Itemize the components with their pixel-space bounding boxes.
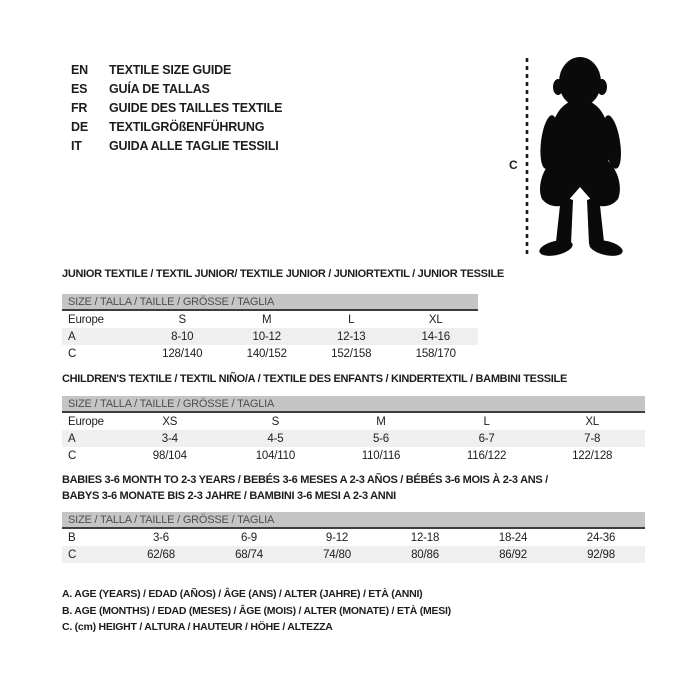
table-cell: S: [271, 415, 280, 428]
language-code: IT: [71, 138, 82, 153]
row-label: C: [68, 548, 77, 561]
table-cell: 152/158: [331, 347, 372, 360]
language-code: DE: [71, 119, 88, 134]
height-measure-figure: [505, 50, 655, 268]
language-label: GUIDE DES TAILLES TEXTILE: [109, 100, 283, 115]
row-label: A: [68, 432, 76, 445]
table-cell: XL: [585, 415, 599, 428]
language-row: [71, 79, 282, 98]
table-cell: 158/170: [415, 347, 456, 360]
table-row: [62, 546, 645, 563]
table-header-bar: SIZE / TALLA / TAILLE / GRÖSSE / TAGLIA: [62, 396, 645, 413]
language-row: [71, 98, 282, 117]
table-row: [62, 430, 645, 447]
table-cell: 5-6: [372, 432, 389, 445]
table-header-bar: SIZE / TALLA / TAILLE / GRÖSSE / TAGLIA: [62, 294, 478, 311]
height-line-label: C: [509, 158, 518, 172]
row-label: Europe: [68, 415, 104, 428]
language-label: TEXTILGRÖßENFÜHRUNG: [109, 119, 265, 134]
table-cell: 86/92: [499, 548, 527, 561]
baby-silhouette-icon: [505, 50, 655, 268]
footnotes: [62, 586, 451, 636]
babies-title-line2: BABYS 3-6 MONATE BIS 2-3 JAHRE / BAMBINI 3-6 MESI A 2-3 ANNI: [62, 490, 396, 502]
children-section-title: CHILDREN'S TEXTILE / TEXTIL NIÑO/A / TEXTILE DES ENFANTS / KINDERTEXTIL / BAMBINI TESSILE: [62, 373, 567, 385]
table-cell: 24-36: [586, 531, 616, 544]
language-legend: [71, 60, 282, 155]
table-cell: 7-8: [584, 432, 601, 445]
language-label: GUÍA DE TALLAS: [109, 81, 210, 96]
table-cell: 9-12: [325, 531, 349, 544]
row-label: A: [68, 330, 76, 343]
table-header-bar: SIZE / TALLA / TAILLE / GRÖSSE / TAGLIA: [62, 512, 645, 529]
table-cell: 62/68: [147, 548, 175, 561]
table-cell: 110/116: [361, 449, 401, 462]
footnote-c: C. (cm) HEIGHT / ALTURA / HAUTEUR / HÖHE / ALTEZZA: [62, 621, 333, 633]
table-cell: S: [178, 313, 186, 326]
baby-silhouette-shape: [538, 57, 624, 259]
table-cell: 3-6: [152, 531, 170, 544]
table-cell: 98/104: [152, 449, 187, 462]
table-cell: 122/128: [572, 449, 613, 462]
table-cell: 3-4: [161, 432, 178, 445]
table-cell: 80/86: [411, 548, 439, 561]
footnote-a: A. AGE (YEARS) / EDAD (AÑOS) / ÂGE (ANS) / ALTER (JAHRE) / ETÀ (ANNI): [62, 588, 423, 600]
table-cell: 74/80: [323, 548, 351, 561]
table-cell: M: [376, 415, 386, 428]
table-cell: XL: [428, 313, 443, 326]
language-code: ES: [71, 81, 88, 96]
table-cell: 4-5: [267, 432, 284, 445]
language-row: [71, 117, 282, 136]
table-cell: 92/98: [587, 548, 615, 561]
language-code: FR: [71, 100, 88, 115]
row-label: B: [68, 531, 76, 544]
table-row: [62, 311, 478, 328]
table-cell: 18-24: [498, 531, 528, 544]
language-row: [71, 60, 282, 79]
language-code: EN: [71, 62, 88, 77]
language-row: [71, 136, 282, 155]
table-cell: L: [348, 313, 355, 326]
babies-title-line1: BABIES 3-6 MONTH TO 2-3 YEARS / BEBÉS 3-6 MESES A 2-3 AÑOS / BÉBÉS 3-6 MOIS À 2-3 ANS /: [62, 474, 548, 486]
table-row: [62, 529, 645, 546]
table-cell: 10-12: [252, 330, 281, 343]
babies-size-table: [62, 512, 645, 563]
table-cell: 6-7: [478, 432, 495, 445]
table-cell: XS: [162, 415, 178, 428]
table-cell: M: [262, 313, 272, 326]
table-cell: L: [483, 415, 490, 428]
table-cell: 6-9: [240, 531, 258, 544]
table-row: [62, 345, 478, 362]
junior-section-title: JUNIOR TEXTILE / TEXTIL JUNIOR/ TEXTILE JUNIOR / JUNIORTEXTIL / JUNIOR TESSILE: [62, 268, 504, 280]
table-cell: 8-10: [171, 330, 194, 343]
table-cell: 128/140: [162, 347, 203, 360]
row-label: C: [68, 449, 77, 462]
table-row: [62, 447, 645, 464]
junior-size-table: [62, 294, 478, 362]
table-cell: 14-16: [421, 330, 450, 343]
children-size-table: [62, 396, 645, 464]
table-cell: 140/152: [246, 347, 287, 360]
language-label: TEXTILE SIZE GUIDE: [109, 62, 232, 77]
table-row: [62, 328, 478, 345]
babies-section-title: [62, 472, 548, 504]
table-row: [62, 413, 645, 430]
table-cell: 68/74: [235, 548, 263, 561]
table-cell: 12-13: [337, 330, 366, 343]
table-cell: 104/110: [255, 449, 296, 462]
language-label: GUIDA ALLE TAGLIE TESSILI: [109, 138, 279, 153]
table-cell: 116/122: [466, 449, 507, 462]
table-cell: 12-18: [410, 531, 440, 544]
row-label: Europe: [68, 313, 104, 326]
row-label: C: [68, 347, 77, 360]
footnote-b: B. AGE (MONTHS) / EDAD (MESES) / ÂGE (MOIS) / ALTER (MONATE) / ETÀ (MESI): [62, 604, 451, 617]
